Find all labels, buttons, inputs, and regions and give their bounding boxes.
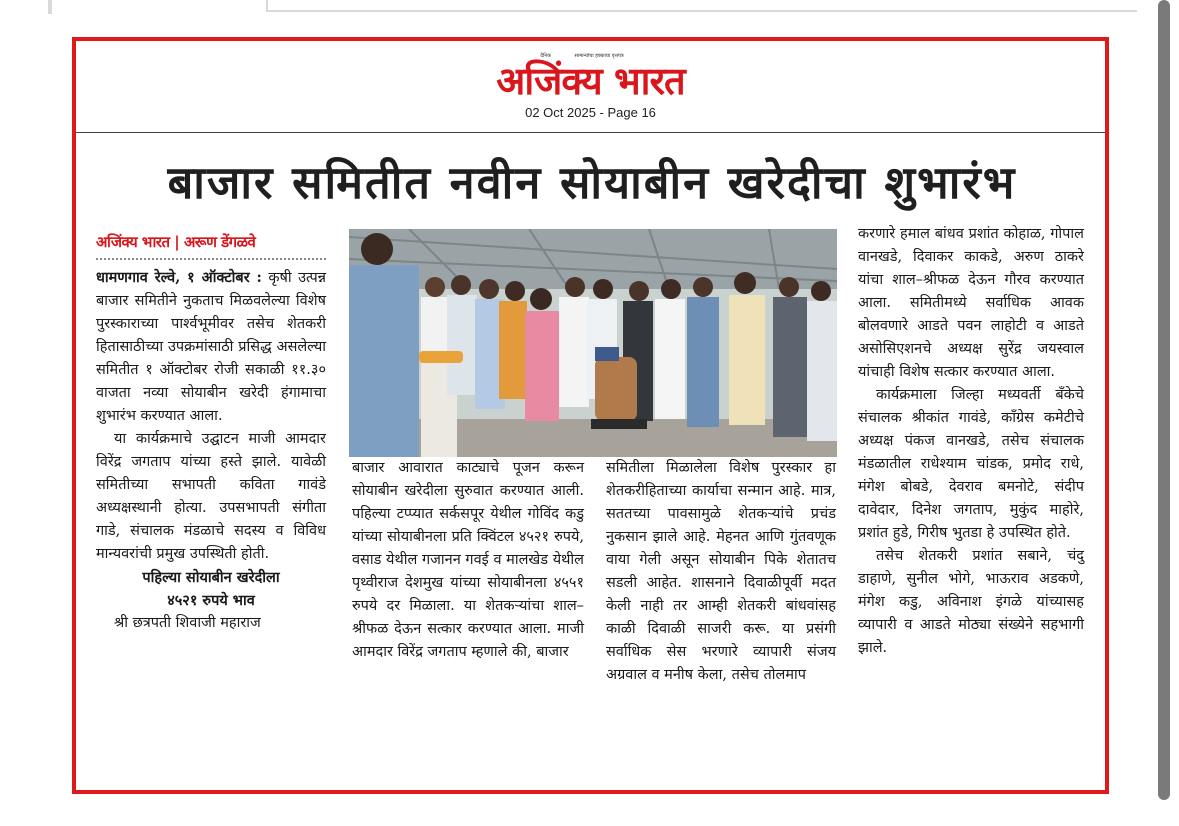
article-column-1	[96, 231, 326, 635]
dateline: 02 Oct 2025 - Page 16	[525, 105, 656, 120]
subheading: पहिल्या सोयाबीन खरेदीला	[142, 569, 280, 586]
article-headline: बाजार समितीत नवीन सोयाबीन खरेदीचा शुभारंभ	[167, 156, 1017, 209]
vertical-scrollbar[interactable]	[1158, 0, 1170, 800]
article-column-3	[606, 457, 836, 687]
article-column-2	[352, 457, 584, 664]
event-photo	[349, 229, 837, 457]
article-paragraph: करणारे हमाल बांधव प्रशांत कोहाळ, गोपाल वानखडे, दिवाकर काकडे, अरुण ठाकरे यांचा शाल–श्रीफळ देऊन गौरव करण्यात आला. समितीमध्ये सर्वाधिक आवक बोलवणारे आडते पवन लाहोटी व आडते असोसिएशनचे अध्यक्ष सुरेंद्र जयस्वाल यांचाही विशेष सत्कार करण्यात आला.	[858, 226, 1084, 380]
masthead-tag-right: सामान्यांचा हक्काचा वृत्तपत्र	[574, 53, 624, 59]
article-paragraph: तसेच शेतकरी प्रशांत सबाने, चंदु डाहाणे, सुनील भोगे, भाऊराव अडकणे, मंगेश कडु, अविनाश इंगळे यांच्यासह व्यापारी व आडते मोठ्या संख्येने सहभागी झाले.	[858, 548, 1084, 656]
article-paragraph: समितीला मिळालेला विशेष पुरस्कार हा शेतकरीहिताच्या कार्याचा सन्मान आहे. मात्र, सततच्या पावसामुळे शेतकऱ्यांचे प्रचंड नुकसान झाले आहे. मेहनत आणि गुंतवणूक वाया गेली असून सोयाबीन पिके शेतातच सडली आहेत. शासनाने दिवाळीपूर्वी मदत केली नाही तर आम्ही शेतकरी बांधवांसह काळी दिवाळी साजरी करू. या प्रसंगी सर्वाधिक सेस भरणारे व्यापारी संजय अग्रवाल व मनीष केला, तसेच तोलमाप	[606, 460, 836, 683]
article-column-4	[858, 223, 1084, 660]
article-paragraph: बाजार आवारात काट्याचे पूजन करून सोयाबीन खरेदीला सुरुवात करण्यात आली. पहिल्या टप्प्यात सर्कसपूर येथील गोविंद कडु यांच्या सोयाबीनला प्रति क्विंटल ४५२१ रुपये, वसाड येथील गजानन गवई व मालखेड येथील पृथ्वीराज देशमुख यांच्या सोयाबीनला ४५५१ रुपये दर मिळाला. या शेतकऱ्यांचा शाल–श्रीफळ देऊन सत्कार करण्यात आला. माजी आमदार विरेंद्र जगताप म्हणाले की, बाजार	[352, 460, 584, 660]
newspaper-logo: अजिंक्य भारत	[496, 59, 685, 103]
dateline-lead: धामणगाव रेल्वे, १ ऑक्टोबर :	[96, 269, 262, 286]
newspaper-clipping	[72, 37, 1109, 794]
paragraph-text: कृषी उत्पन्न बाजार समितीने नुकताच मिळवलेल्या विशेष पुरस्काराच्या पार्श्वभूमीवर तसेच शेतकरी हितासाठीच्या उपक्रमांसाठी प्रसिद्ध असलेल्या समितीत १ ऑक्टोबर रोजी सकाळी ११.३० वाजता नव्या सोयाबीन खरेदी हंगामाचा शुभारंभ करण्यात आला.	[96, 270, 327, 424]
toolbar-edge	[266, 0, 1137, 12]
article-paragraph: या कार्यक्रमाचे उद्घाटन माजी आमदार विरेंद्र जगताप यांच्या हस्ते झाले. यावेळी समितीच्या सभापती कविता गावंडे अध्यक्षस्थानी होत्या. उपसभापती संगीता गाडे, संचालक मंडळाचे सदस्य व विविध मान्यवरांची प्रमुख उपस्थिती होती.	[96, 431, 326, 562]
masthead-divider	[76, 132, 1105, 133]
byline: अजिंक्य भारत | अरूण डेंगळवे	[96, 231, 326, 260]
article-paragraph	[96, 266, 326, 428]
article-paragraph: कार्यक्रमाला जिल्हा मध्यवर्ती बँकेचे संचालक श्रीकांत गावंडे, काँग्रेस कमेटीचे अध्यक्ष पंकज वानखडे, तसेच संचालक मंडळातील राधेश्याम चांडक, प्रमोद राधे, मंगेश बोबडे, देवराव बमनोटे, संदीप दावेदार, दिनेश जगताप, मुकुंद माहोरे, प्रशांत हुडे, गिरीष भुतडा हे उपस्थित होते.	[858, 387, 1084, 541]
browser-top-edge	[0, 0, 1135, 14]
masthead-tag-left: दैनिक	[540, 53, 551, 59]
subheading: ४५२१ रुपये भाव	[167, 592, 255, 609]
article-paragraph: श्री छत्रपती शिवाजी महाराज	[114, 615, 261, 631]
tab-edge	[48, 0, 52, 14]
event-photo-illustration	[349, 229, 837, 457]
masthead	[76, 41, 1105, 133]
